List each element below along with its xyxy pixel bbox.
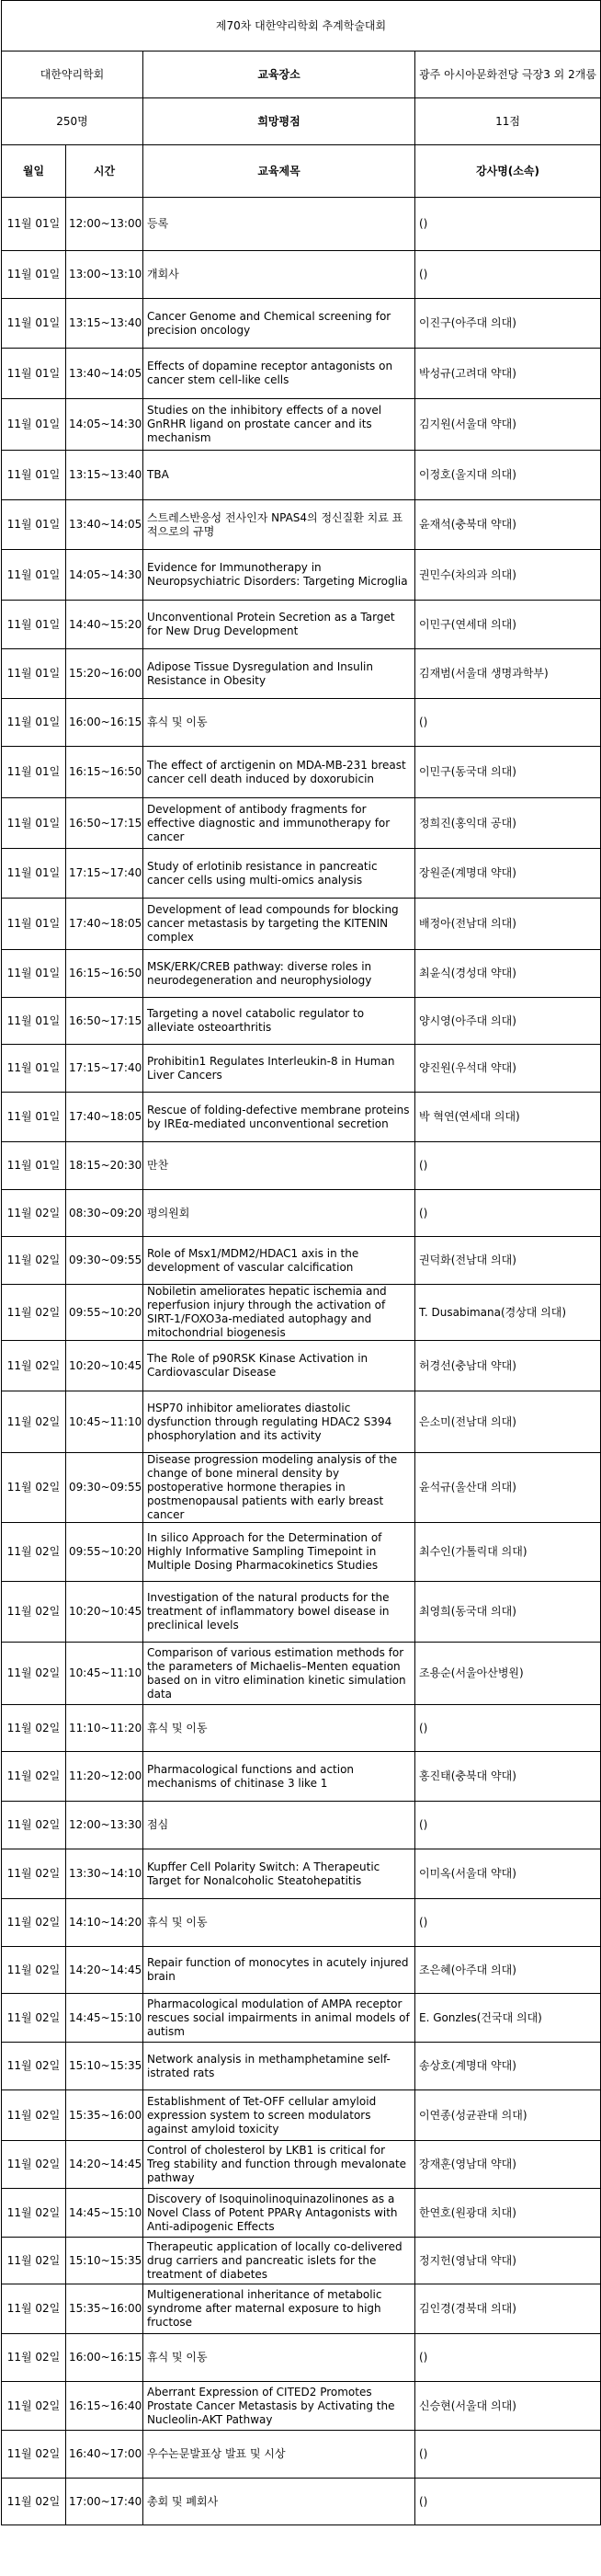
- table-row: [2, 2189, 601, 2238]
- session-time: 14:05~14:30: [66, 550, 143, 601]
- session-day: 11월 02일: [2, 2043, 66, 2090]
- info-row-capacity: [2, 98, 601, 145]
- session-day: 11월 01일: [2, 251, 66, 299]
- session-day: 11월 02일: [2, 2141, 66, 2189]
- session-topic: 우수논문발표상 발표 및 시상: [143, 2431, 415, 2479]
- table-row: [2, 998, 601, 1045]
- table-row: [2, 1045, 601, 1093]
- table-row: [2, 2382, 601, 2431]
- session-time: 14:05~14:30: [66, 399, 143, 451]
- session-day: 11월 02일: [2, 2382, 66, 2431]
- table-row: [2, 2284, 601, 2334]
- session-topic: 개회사: [143, 251, 415, 299]
- session-time: 15:10~15:35: [66, 2043, 143, 2090]
- organizer: 대한약리학회: [2, 52, 143, 98]
- session-speaker: 배정아(전남대 의대): [415, 899, 601, 950]
- session-topic: Comparison of various estimation methods for the parameters of Michaelis–Menten equation based on in vitro elimination kinetic simulation data: [143, 1643, 415, 1705]
- session-speaker: (): [415, 198, 601, 251]
- session-time: 16:50~17:15: [66, 798, 143, 849]
- session-topic: Multigenerational inheritance of metabolic syndrome after maternal exposure to high fructose: [143, 2284, 415, 2334]
- session-speaker: 허경선(충남대 약대): [415, 1341, 601, 1391]
- session-time: 14:40~15:20: [66, 601, 143, 649]
- session-time: 17:00~17:40: [66, 2479, 143, 2525]
- session-day: 11월 02일: [2, 1523, 66, 1582]
- table-row: [2, 2238, 601, 2284]
- session-speaker: 윤재석(충북대 약대): [415, 500, 601, 550]
- session-topic: Nobiletin ameliorates hepatic ischemia and reperfusion injury through the activation of SIRT-1/FOXO3a-mediated autophagy and mitochondrial biogenesis: [143, 1285, 415, 1341]
- session-time: 13:40~14:05: [66, 349, 143, 399]
- session-speaker: 이연종(성균관대 의대): [415, 2090, 601, 2141]
- session-day: 11월 02일: [2, 1994, 66, 2043]
- session-time: 13:15~13:40: [66, 299, 143, 349]
- table-row: [2, 1453, 601, 1523]
- session-time: 14:45~15:10: [66, 2189, 143, 2238]
- session-speaker: 양진원(우석대 약대): [415, 1045, 601, 1093]
- session-speaker: 이정호(울지대 의대): [415, 451, 601, 500]
- session-topic: Pharmacological functions and action mechanisms of chitinase 3 like 1: [143, 1752, 415, 1802]
- session-topic: Prohibitin1 Regulates Interleukin-8 in Human Liver Cancers: [143, 1045, 415, 1093]
- session-time: 08:30~09:20: [66, 1190, 143, 1237]
- session-time: 12:00~13:00: [66, 198, 143, 251]
- session-topic: Evidence for Immunotherapy in Neuropsychiatric Disorders: Targeting Microglia: [143, 550, 415, 601]
- session-speaker: 최영희(동국대 의대): [415, 1582, 601, 1643]
- session-speaker: 신승현(서울대 의대): [415, 2382, 601, 2431]
- session-day: 11월 02일: [2, 1752, 66, 1802]
- session-time: 09:55~10:20: [66, 1285, 143, 1341]
- session-topic: Development of lead compounds for blocking cancer metastasis by targeting the KITENIN complex: [143, 899, 415, 950]
- session-topic: Investigation of the natural products for the treatment of inflammatory bowel disease in preclinical levels: [143, 1582, 415, 1643]
- table-row: [2, 349, 601, 399]
- session-time: 17:40~18:05: [66, 1093, 143, 1142]
- session-speaker: 홍진태(충북대 약대): [415, 1752, 601, 1802]
- table-row: [2, 1802, 601, 1849]
- table-row: [2, 550, 601, 601]
- table-row: [2, 1523, 601, 1582]
- session-time: 17:15~17:40: [66, 1045, 143, 1093]
- session-time: 10:45~11:10: [66, 1643, 143, 1705]
- session-topic: 총회 및 폐회사: [143, 2479, 415, 2525]
- table-row: [2, 849, 601, 899]
- session-topic: The Role of p90RSK Kinase Activation in Cardiovascular Disease: [143, 1341, 415, 1391]
- session-topic: Studies on the inhibitory effects of a novel GnRHR ligand on prostate cancer and its mechanism: [143, 399, 415, 451]
- table-row: [2, 1849, 601, 1899]
- session-time: 14:10~14:20: [66, 1899, 143, 1947]
- session-day: 11월 02일: [2, 1705, 66, 1752]
- info-row-venue: [2, 52, 601, 98]
- table-row: [2, 699, 601, 747]
- table-row: [2, 451, 601, 500]
- session-speaker: 조은혜(아주대 의대): [415, 1947, 601, 1994]
- session-speaker: (): [415, 1802, 601, 1849]
- session-topic: Effects of dopamine receptor antagonists on cancer stem cell-like cells: [143, 349, 415, 399]
- header-time: 시간: [66, 145, 143, 198]
- table-row: [2, 251, 601, 299]
- session-time: 11:10~11:20: [66, 1705, 143, 1752]
- session-speaker: 윤석규(울산대 의대): [415, 1453, 601, 1523]
- session-time: 17:15~17:40: [66, 849, 143, 899]
- session-time: 10:20~10:45: [66, 1582, 143, 1643]
- table-row: [2, 2090, 601, 2141]
- session-topic: Rescue of folding-defective membrane proteins by IREα-mediated unconventional secretion: [143, 1093, 415, 1142]
- session-topic: HSP70 inhibitor ameliorates diastolic dysfunction through regulating HDAC2 S394 phosphorylation and its activity: [143, 1391, 415, 1453]
- session-topic: Adipose Tissue Dysregulation and Insulin Resistance in Obesity: [143, 649, 415, 699]
- session-day: 11월 01일: [2, 1045, 66, 1093]
- session-topic: 휴식 및 이동: [143, 699, 415, 747]
- session-speaker: 김인경(경북대 의대): [415, 2284, 601, 2334]
- session-time: 17:40~18:05: [66, 899, 143, 950]
- session-topic: MSK/ERK/CREB pathway: diverse roles in neurodegeneration and neurophysiology: [143, 950, 415, 998]
- session-speaker: (): [415, 699, 601, 747]
- session-time: 15:20~16:00: [66, 649, 143, 699]
- table-row: [2, 1947, 601, 1994]
- session-day: 11월 02일: [2, 1582, 66, 1643]
- table-row: [2, 1093, 601, 1142]
- session-day: 11월 02일: [2, 1341, 66, 1391]
- session-topic: Discovery of Isoquinolinoquinazolinones as a Novel Class of Potent PPARγ Antagonists with Anti-adipogenic Effects: [143, 2189, 415, 2238]
- session-speaker: T. Dusabimana(경상대 의대): [415, 1285, 601, 1341]
- table-row: [2, 798, 601, 849]
- session-speaker: 장재훈(영남대 약대): [415, 2141, 601, 2189]
- session-day: 11월 01일: [2, 399, 66, 451]
- session-day: 11월 02일: [2, 2284, 66, 2334]
- session-time: 09:30~09:55: [66, 1453, 143, 1523]
- session-topic: Therapeutic application of locally co-delivered drug carriers and pancreatic islets for the treatment of diabetes: [143, 2238, 415, 2284]
- table-row: [2, 950, 601, 998]
- table-row: [2, 1190, 601, 1237]
- page-title: 제70차 대한약리학회 추계학술대회: [2, 1, 601, 52]
- session-time: 16:15~16:50: [66, 747, 143, 798]
- session-speaker: (): [415, 1190, 601, 1237]
- session-topic: 휴식 및 이동: [143, 1899, 415, 1947]
- session-day: 11월 01일: [2, 198, 66, 251]
- session-time: 09:55~10:20: [66, 1523, 143, 1582]
- session-speaker: 정희진(홍익대 공대): [415, 798, 601, 849]
- session-time: 14:20~14:45: [66, 1947, 143, 1994]
- session-day: 11월 01일: [2, 500, 66, 550]
- session-time: 11:20~12:00: [66, 1752, 143, 1802]
- session-day: 11월 02일: [2, 1453, 66, 1523]
- session-day: 11월 02일: [2, 1190, 66, 1237]
- session-topic: Cancer Genome and Chemical screening for precision oncology: [143, 299, 415, 349]
- table-row: [2, 1142, 601, 1190]
- table-row: [2, 1994, 601, 2043]
- table-row: [2, 299, 601, 349]
- session-speaker: 권민수(차의과 의대): [415, 550, 601, 601]
- session-speaker: 박 혁연(연세대 의대): [415, 1093, 601, 1142]
- session-time: 13:40~14:05: [66, 500, 143, 550]
- table-row: [2, 1237, 601, 1285]
- session-speaker: 이진구(아주대 의대): [415, 299, 601, 349]
- session-day: 11월 01일: [2, 849, 66, 899]
- table-row: [2, 2141, 601, 2189]
- session-time: 10:20~10:45: [66, 1341, 143, 1391]
- session-day: 11월 02일: [2, 2479, 66, 2525]
- session-day: 11월 01일: [2, 550, 66, 601]
- table-row: [2, 601, 601, 649]
- session-topic: Kupffer Cell Polarity Switch: A Therapeutic Target for Nonalcoholic Steatohepatitis: [143, 1849, 415, 1899]
- table-row: [2, 1285, 601, 1341]
- session-day: 11월 01일: [2, 747, 66, 798]
- session-time: 15:35~16:00: [66, 2090, 143, 2141]
- title-row: [2, 1, 601, 52]
- session-day: 11월 02일: [2, 2189, 66, 2238]
- session-speaker: E. Gonzles(건국대 의대): [415, 1994, 601, 2043]
- session-speaker: (): [415, 2479, 601, 2525]
- session-speaker: (): [415, 1142, 601, 1190]
- session-speaker: 김재범(서울대 생명과학부): [415, 649, 601, 699]
- schedule-table: [1, 0, 601, 2525]
- table-row: [2, 747, 601, 798]
- table-row: [2, 198, 601, 251]
- session-time: 18:15~20:30: [66, 1142, 143, 1190]
- session-speaker: 장원준(계명대 약대): [415, 849, 601, 899]
- header-topic: 교육제목: [143, 145, 415, 198]
- table-row: [2, 2334, 601, 2382]
- session-speaker: 박성규(고려대 약대): [415, 349, 601, 399]
- table-row: [2, 2479, 601, 2525]
- session-topic: Establishment of Tet-OFF cellular amyloid expression system to screen modulators against amyloid toxicity: [143, 2090, 415, 2141]
- session-speaker: 김지원(서울대 약대): [415, 399, 601, 451]
- header-speaker: 강사명(소속): [415, 145, 601, 198]
- session-topic: Aberrant Expression of CITED2 Promotes Prostate Cancer Metastasis by Activating the Nucleolin-AKT Pathway: [143, 2382, 415, 2431]
- session-speaker: 한연호(원광대 치대): [415, 2189, 601, 2238]
- session-speaker: (): [415, 251, 601, 299]
- session-day: 11월 02일: [2, 2431, 66, 2479]
- table-row: [2, 1391, 601, 1453]
- session-time: 13:15~13:40: [66, 451, 143, 500]
- session-speaker: 이민구(동국대 의대): [415, 747, 601, 798]
- session-speaker: (): [415, 1899, 601, 1947]
- table-row: [2, 1643, 601, 1705]
- session-day: 11월 02일: [2, 1899, 66, 1947]
- session-day: 11월 01일: [2, 649, 66, 699]
- session-time: 16:15~16:40: [66, 2382, 143, 2431]
- table-row: [2, 2043, 601, 2090]
- session-time: 16:40~17:00: [66, 2431, 143, 2479]
- capacity: 250명: [2, 98, 143, 145]
- venue-label: 교육장소: [143, 52, 415, 98]
- session-day: 11월 01일: [2, 699, 66, 747]
- session-topic: 평의원회: [143, 1190, 415, 1237]
- session-day: 11월 01일: [2, 1093, 66, 1142]
- session-speaker: 정지헌(영남대 약대): [415, 2238, 601, 2284]
- session-speaker: 조용순(서울아산병원): [415, 1643, 601, 1705]
- session-speaker: (): [415, 1705, 601, 1752]
- points-label: 희망평점: [143, 98, 415, 145]
- points: 11점: [415, 98, 601, 145]
- header-day: 월일: [2, 145, 66, 198]
- session-topic: Targeting a novel catabolic regulator to alleviate osteoarthritis: [143, 998, 415, 1045]
- session-day: 11월 02일: [2, 1849, 66, 1899]
- session-speaker: 양시영(아주대 의대): [415, 998, 601, 1045]
- session-time: 10:45~11:10: [66, 1391, 143, 1453]
- session-topic: 휴식 및 이동: [143, 1705, 415, 1752]
- session-day: 11월 01일: [2, 798, 66, 849]
- session-day: 11월 02일: [2, 1237, 66, 1285]
- session-topic: Study of erlotinib resistance in pancreatic cancer cells using multi-omics analysis: [143, 849, 415, 899]
- session-day: 11월 01일: [2, 899, 66, 950]
- table-row: [2, 500, 601, 550]
- session-topic: 만찬: [143, 1142, 415, 1190]
- session-topic: TBA: [143, 451, 415, 500]
- table-row: [2, 1705, 601, 1752]
- session-time: 15:35~16:00: [66, 2284, 143, 2334]
- venue: 광주 아시아문화전당 극장3 외 2개룸: [415, 52, 601, 98]
- session-topic: Network analysis in methamphetamine self-istrated rats: [143, 2043, 415, 2090]
- session-topic: Role of Msx1/MDM2/HDAC1 axis in the development of vascular calcification: [143, 1237, 415, 1285]
- session-time: 14:20~14:45: [66, 2141, 143, 2189]
- session-topic: 스트레스반응성 전사인자 NPAS4의 정신질환 치료 표적으로의 규명: [143, 500, 415, 550]
- session-day: 11월 02일: [2, 2238, 66, 2284]
- session-speaker: (): [415, 2431, 601, 2479]
- session-topic: 휴식 및 이동: [143, 2334, 415, 2382]
- session-day: 11월 01일: [2, 950, 66, 998]
- table-row: [2, 899, 601, 950]
- session-topic: The effect of arctigenin on MDA-MB-231 breast cancer cell death induced by doxorubicin: [143, 747, 415, 798]
- session-time: 16:15~16:50: [66, 950, 143, 998]
- session-speaker: 권덕화(전남대 의대): [415, 1237, 601, 1285]
- session-day: 11월 02일: [2, 1947, 66, 1994]
- session-topic: Unconventional Protein Secretion as a Target for New Drug Development: [143, 601, 415, 649]
- session-day: 11월 01일: [2, 451, 66, 500]
- session-speaker: 최윤식(경성대 약대): [415, 950, 601, 998]
- table-row: [2, 1752, 601, 1802]
- session-day: 11월 02일: [2, 1285, 66, 1341]
- session-day: 11월 02일: [2, 2334, 66, 2382]
- session-time: 15:10~15:35: [66, 2238, 143, 2284]
- session-time: 16:00~16:15: [66, 699, 143, 747]
- session-time: 13:30~14:10: [66, 1849, 143, 1899]
- session-topic: 점심: [143, 1802, 415, 1849]
- session-topic: 등록: [143, 198, 415, 251]
- session-day: 11월 02일: [2, 1802, 66, 1849]
- session-time: 13:00~13:10: [66, 251, 143, 299]
- schedule-body: [2, 1, 601, 2525]
- session-time: 09:30~09:55: [66, 1237, 143, 1285]
- session-day: 11월 02일: [2, 1643, 66, 1705]
- session-topic: Development of antibody fragments for effective diagnostic and immunotherapy for cancer: [143, 798, 415, 849]
- session-time: 16:00~16:15: [66, 2334, 143, 2382]
- session-time: 12:00~13:30: [66, 1802, 143, 1849]
- table-row: [2, 399, 601, 451]
- session-time: 16:50~17:15: [66, 998, 143, 1045]
- session-day: 11월 01일: [2, 601, 66, 649]
- session-topic: Repair function of monocytes in acutely injured brain: [143, 1947, 415, 1994]
- table-row: [2, 1899, 601, 1947]
- table-row: [2, 1341, 601, 1391]
- session-day: 11월 01일: [2, 998, 66, 1045]
- session-topic: Pharmacological modulation of AMPA receptor rescues social impairments in animal models of autism: [143, 1994, 415, 2043]
- session-topic: In silico Approach for the Determination of Highly Informative Sampling Timepoint in Multiple Dosing Pharmacokinetics Studies: [143, 1523, 415, 1582]
- session-topic: Control of cholesterol by LKB1 is critical for Treg stability and function through mevalonate pathway: [143, 2141, 415, 2189]
- session-day: 11월 02일: [2, 2090, 66, 2141]
- session-day: 11월 01일: [2, 1142, 66, 1190]
- table-row: [2, 649, 601, 699]
- session-speaker: 최수인(가톨릭대 의대): [415, 1523, 601, 1582]
- header-row: [2, 145, 601, 198]
- session-speaker: 이미옥(서울대 약대): [415, 1849, 601, 1899]
- table-row: [2, 2431, 601, 2479]
- session-day: 11월 01일: [2, 299, 66, 349]
- session-day: 11월 02일: [2, 1391, 66, 1453]
- session-topic: Disease progression modeling analysis of the change of bone mineral density by postoperative hormone therapies in postmenopausal patients with early breast cancer: [143, 1453, 415, 1523]
- session-time: 14:45~15:10: [66, 1994, 143, 2043]
- session-speaker: 은소미(전남대 의대): [415, 1391, 601, 1453]
- session-day: 11월 01일: [2, 349, 66, 399]
- session-speaker: (): [415, 2334, 601, 2382]
- session-speaker: 송상호(계명대 약대): [415, 2043, 601, 2090]
- table-row: [2, 1582, 601, 1643]
- session-speaker: 이민구(연세대 의대): [415, 601, 601, 649]
